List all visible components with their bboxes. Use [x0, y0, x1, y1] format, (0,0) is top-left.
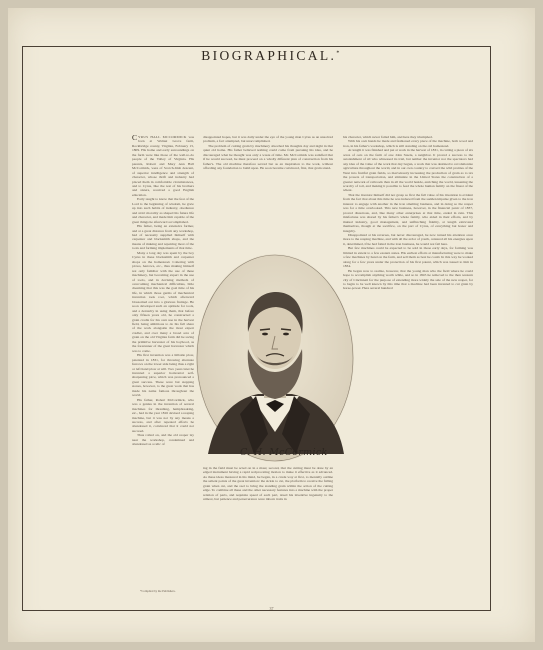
paragraph: His first invention was a hillside plow, patented in 1831, for throwing alternate furrows on the lower side being thus a right or left hand plow at will. Two years later he invented a superior horizontal self-sharpening plow, which was pronounced a great success. These were but stepping stones, however, to the great work that has made his name famous throughout the world.	[132, 353, 194, 398]
paragraph: Disappointed at his reverses, but never discouraged, he now turned his attention once more to the reaping machine, and with all the ardor of youth, centered all his energies upon it, determined, if he had failed in the iron business, he would not fail here.	[343, 232, 473, 246]
column-3	[343, 135, 473, 603]
portrait-illustration	[196, 254, 354, 462]
paragraph: Early taught to know that the fear of the Lord is the beginning of wisdom, he grew up into such habits of industry, obedience and strict morality as shaped his future life and character, and made him capable of the great things he afterward accomplished.	[132, 197, 194, 224]
drop-cap: C	[132, 135, 138, 142]
portrait-engraving	[196, 254, 354, 462]
paragraph: ing in the field must be acted on in a mass; second, that the cutting must be done by an edged instrument having a rapid reciprocating motion to make it effective as it advanced. As these ideas mastered in his mind, he began, in a crude way at first, to mentally outline the salient points of the great invention: the sickle to cut, the platform to receive the falling grain when cut, and the reel to bring the standing grain within the action of the cutting edge. To combine all these and the other necessary features into a machine with the proper relation of parts, and requisite speed of each part, taxed his inventive ingenuity to the utmost, but patience and perseverance were inborn traits in	[203, 466, 333, 502]
paragraph: With his own hands he made and fashioned every piece of the machine, both wood and iron, in his father's workshop, which is still standing on the old homestead.	[343, 139, 473, 148]
footnote: *Compiled by the Publishers.	[140, 589, 176, 593]
paragraph: That the inventor himself did not grasp so first the full value of his invention is evident from the fact that about this time he was induced from the sudden impulse given to the iron interest to engage with another in the iron smelting business, and in doing so the reaper was for a time overlooked. This new business, however, in the financial panic of 1837, proved disastrous, and, like many other enterprises at that time, ended in ruin. This misfortune was shared by his father's whole family, who aided in their efforts, and by mutual industry, good management, and unflinching fidelity, at length extricated themselves, though at the sacrifice, on the part of Cyrus, of everything but honor and integrity.	[343, 192, 473, 233]
paragraph: disappointed hopes, but it was daily under the eye of the young man Cyrus as an unsolved problem, a fact attempted, but unaccomplished.	[203, 135, 333, 144]
column-2-top	[203, 135, 333, 255]
column-1	[132, 135, 194, 603]
paragraph: He began now to realize, however, that the young man who the field where he could hope to accomplish anything worth while, and so in 1845 he removed to the then western city of Cincinnati for the purpose of extending more widely the sale of the new reaper, for to begin to be well known by this time that a machine had been invented to cut grain by horse-power. Here several hundred	[343, 268, 473, 291]
column-2-bottom	[203, 466, 333, 606]
page-title: BIOGRAPHICAL.*	[201, 48, 342, 63]
paragraph-text: was born at Walnut Grove farm, Rockbridge county, Virginia, February 15, 1809. His home and early surroundings on the farm were like those of the well-to-do people of the Valley of Virginia. His parents, Robert and Mary Ann Hall McCormick, were of Scotch-Irish descent, of superior intelligence and strength of character, whose thrift and industry had placed them in comfortable circumstances, and to Cyrus, like the rest of his brothers and sisters, received a good English education.	[132, 135, 194, 197]
paragraph: Thus rolled on, and the old reaper lay near the workshop, condemned and abandoned as a relic of	[132, 433, 194, 447]
paragraph: His father, Robert McCormick, who was a genius in the invention of several machines for threshing, hempbreaking, etc., had in the year 1816 devised a reaping machine, but it was not by any means a success, and after repeated efforts he abandoned it, convinced that it could not succeed.	[132, 397, 194, 433]
page-number: 37	[269, 606, 274, 611]
paragraph: At length it was finished and put at work in the harvest of 1831, in cutting a piece of six acres of oats on the farm of one John Steele, a neighbor. It proved a success to the astonishment of all who witnessed its trial, but neither the inventor nor the spectators had any idea of the value of the work that day begun, a work that was destined to revolutionize agriculture throughout the world, and in our own country to convert the wild prairies of the West into fruitful grain fields, so marvelously increasing the production of grain as to tax the powers of transportation, and stimulate in the United States the construction of a greater network of railroads than in all the world beside, enriching the world, lessening the scarcity of toil, and making it possible to feed the whole human family on the finest of the wheat.	[343, 148, 473, 193]
paragraph: His father, being an extensive farmer, and at a great distance from any workshop, had of necessity supplied himself with carpenter and blacksmith shops, and the means of making and repairing most of the tools and farming implements of that time.	[132, 224, 194, 251]
paragraph: The problem of cutting grain by machinery absorbed his thoughts day and night in that quiet old home. His father believed nothing could come from pursuing his idea, and he discouraged what he thought was only a waste of time. Mr. McCormick was satisfied that if he would succeed, he must proceed on a wholly different plan of construction from his father's. The old machine therefore served but as an inspiration to the work, without affording any foundation to build upon. He soon became convinced, first, that grain stand-	[203, 143, 333, 171]
portrait-signature: C. H. McCormick	[240, 447, 328, 458]
paragraph: his character, which never failed him, and here they triumphed.	[343, 135, 433, 139]
paragraph: Many a long day was spent by the boy Cyrus in these blacksmith and carpenter shops on the homestead. Cohering with plows, harrows, etc., thus making himself not only familiar with the use of these machinery, but becoming expert in the use of tools, and in devising methods of overcoming mechanical difficulties, little dreaming that this was the goal time of his life, in which those germs of mechanical invention took root, which afterward blossomed out into a glorious fruitage. He soon developed such an aptitude for tools, and a dexterity in using them, that before only fifteen years old, he constructed a grain cradle for his own use in the harvest field, being ambitious to do his full share of the work alongside the most expert cradler, and over many a broad acre of grain on the old Virginia farm did he swing the primitive harvester of his boyhood, as the forerunner of the great harvester which was to come.	[132, 250, 194, 353]
lead-name: YRUS HALL MCCORMICK	[138, 135, 187, 139]
paragraph: But few machines could be expected to be sold in those early days, for farming was limited in extent to a few eastern states. His earliest efforts at manufacturing were to make a few machines by hand on the farm, and sell them as best he could. In this way he worked along for a few years under the protection of his first patent, which was issued to him in 1834.	[343, 246, 473, 269]
paragraph	[132, 135, 194, 197]
